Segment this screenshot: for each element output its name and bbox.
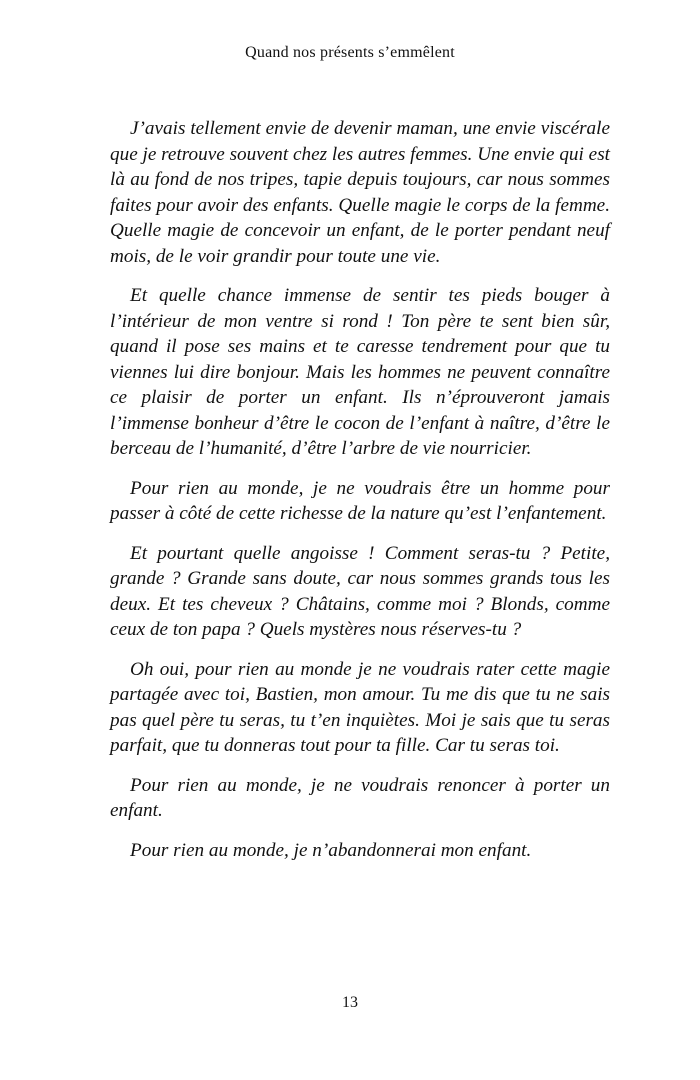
page-number: 13	[342, 994, 358, 1011]
paragraph: Pour rien au monde, je n’abandonnerai mon enfant.	[130, 839, 532, 861]
running-title: Quand nos présents s’emmêlent	[245, 44, 455, 61]
paragraph: Pour rien au monde, je ne voudrais renoncer à porter un enfant.	[110, 774, 610, 821]
paragraph: Et pourtant quelle angoisse ! Comment seras-tu ? Petite, grande ? Grande sans doute, car nous sommes grands tous les deux. Et tes cheveux ? Châtains, comme moi ? Blonds, comme ceux de ton papa ? Quels mystères nous réserves-tu ?	[110, 542, 610, 640]
paragraph: Pour rien au monde, je ne voudrais être un homme pour passer à côté de cette richesse de la nature qu’est l’enfantement.	[110, 477, 610, 524]
body-text	[110, 116, 610, 877]
paragraph: Oh oui, pour rien au monde je ne voudrais rater cette magie partagée avec toi, Bastien, mon amour. Tu me dis que tu ne sais pas quel père tu seras, tu t’en inquiètes. Moi je sais que tu seras parfait, que tu donneras tout pour ta fille. Car tu seras toi.	[110, 658, 610, 756]
paragraph: J’avais tellement envie de devenir maman, une envie viscérale que je retrouve souvent chez les autres femmes. Une envie qui est là au fond de nos tripes, tapie depuis toujours, car nous sommes faites pour avoir des enfants. Quelle magie le corps de la femme. Quelle magie de concevoir un enfant, de le porter pendant neuf mois, de le voir grandir pour toute une vie.	[110, 118, 610, 267]
paragraph: Et quelle chance immense de sentir tes pieds bouger à l’intérieur de mon ventre si rond ! Ton père te sent bien sûr, quand il pose ses mains et te caresse tendrement pour que tu viennes lui dire bonjour. Mais les hommes ne peuvent connaître ce plaisir de porter un enfant. Ils n’éprouveront jamais l’immense bonheur d’être le cocon de l’enfant à naître, d’être le berceau de l’humanité, d’être l’arbre de vie nourricier.	[110, 285, 610, 459]
